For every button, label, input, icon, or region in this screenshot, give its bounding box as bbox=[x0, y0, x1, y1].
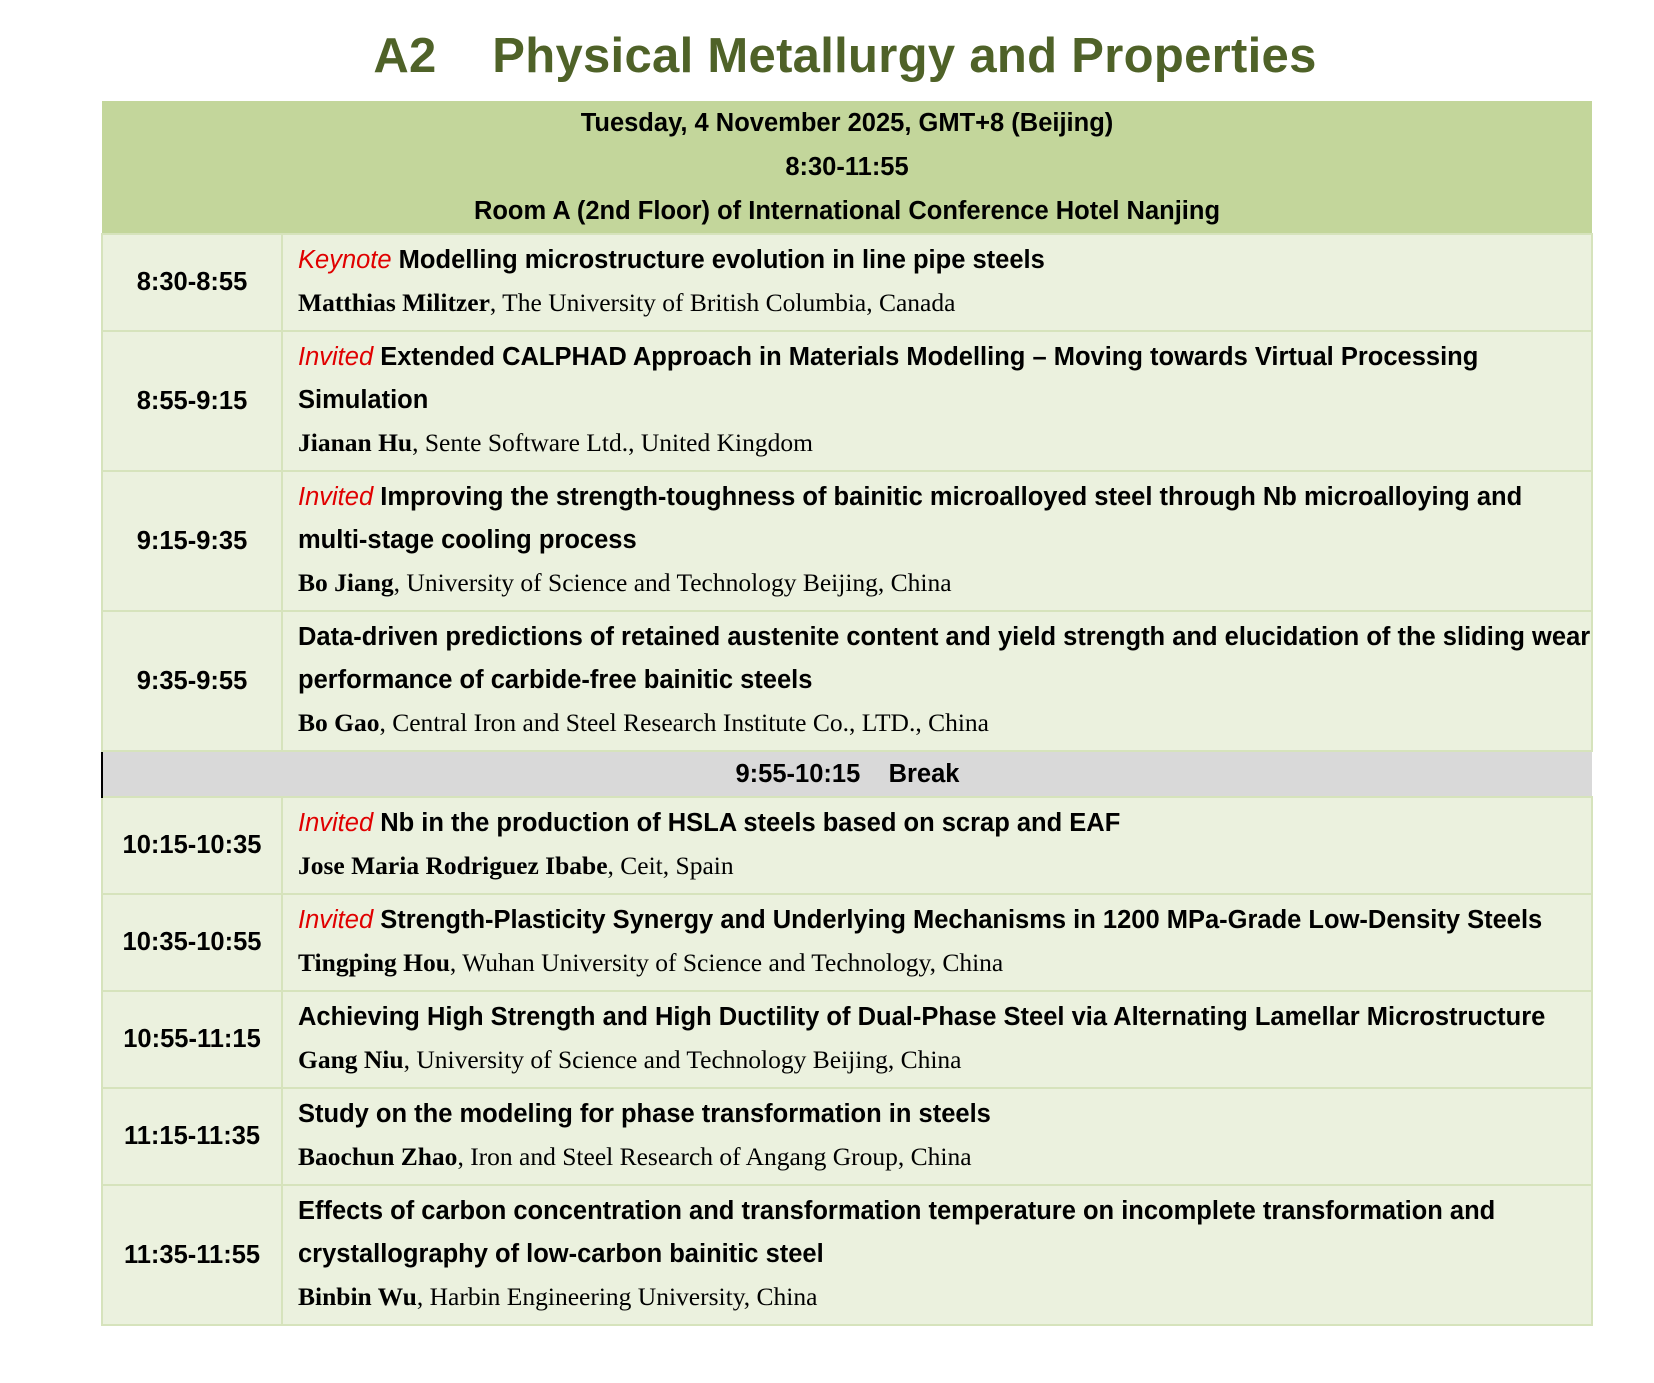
talk-author-line bbox=[298, 422, 1591, 464]
talk-title-line bbox=[298, 1190, 1591, 1276]
talk-row bbox=[102, 797, 1592, 894]
talk-tag: Invited bbox=[298, 906, 374, 934]
talk-tag: Invited bbox=[298, 483, 374, 511]
talk-details bbox=[282, 611, 1592, 751]
talk-details bbox=[282, 471, 1592, 611]
break-label: 9:55-10:15 Break bbox=[102, 751, 1592, 797]
schedule-table bbox=[101, 101, 1593, 1326]
talk-author-line bbox=[298, 1039, 1591, 1081]
author-affiliation: , The University of British Columbia, Canada bbox=[489, 288, 956, 317]
session-header bbox=[102, 101, 1592, 234]
talk-row bbox=[102, 1088, 1592, 1185]
talk-title-line bbox=[298, 336, 1591, 422]
talk-author-line bbox=[298, 845, 1591, 887]
talk-author-line bbox=[298, 1136, 1591, 1178]
author-name: Bo Jiang bbox=[298, 568, 394, 597]
talk-title: Nb in the production of HSLA steels based on scrap and EAF bbox=[380, 809, 1121, 837]
talk-time: 10:55-11:15 bbox=[102, 991, 282, 1088]
talk-title: Effects of carbon concentration and transformation temperature on incomplete transformation and crystallography of low-carbon bainitic steel bbox=[298, 1197, 1496, 1268]
talk-title-line bbox=[298, 1093, 1591, 1136]
talk-time: 8:55-9:15 bbox=[102, 331, 282, 471]
session-date: Tuesday, 4 November 2025, GMT+8 (Beijing) bbox=[580, 109, 1114, 137]
talk-time: 10:15-10:35 bbox=[102, 797, 282, 894]
talk-title-line bbox=[298, 996, 1591, 1039]
author-affiliation: , Harbin Engineering University, China bbox=[416, 1282, 818, 1311]
talk-title: Study on the modeling for phase transformation in steels bbox=[298, 1100, 991, 1128]
talk-title: Improving the strength-toughness of bainitic microalloyed steel through Nb microalloying and multi-stage cooling process bbox=[298, 483, 1523, 554]
talk-row bbox=[102, 894, 1592, 991]
talk-details bbox=[282, 797, 1592, 894]
author-name: Binbin Wu bbox=[298, 1282, 417, 1311]
talk-row bbox=[102, 611, 1592, 751]
session-time: 8:30-11:55 bbox=[785, 153, 909, 181]
author-name: Jianan Hu bbox=[298, 428, 413, 457]
author-name: Bo Gao bbox=[298, 708, 380, 737]
talk-title-line bbox=[298, 476, 1591, 562]
author-affiliation: , University of Science and Technology Beijing, China bbox=[393, 568, 952, 597]
talk-time: 9:15-9:35 bbox=[102, 471, 282, 611]
author-affiliation: , Iron and Steel Research of Angang Group, China bbox=[457, 1142, 972, 1171]
talk-author-line bbox=[298, 942, 1591, 984]
break-row bbox=[102, 751, 1592, 797]
talk-tag: Invited bbox=[298, 343, 374, 371]
talk-details bbox=[282, 234, 1592, 331]
talk-time: 9:35-9:55 bbox=[102, 611, 282, 751]
talk-tag: Keynote bbox=[298, 246, 392, 274]
talk-title: Achieving High Strength and High Ductility of Dual-Phase Steel via Alternating Lamellar Microstructure bbox=[298, 1003, 1546, 1031]
talk-row bbox=[102, 991, 1592, 1088]
talk-author-line bbox=[298, 702, 1591, 744]
talk-row bbox=[102, 471, 1592, 611]
talk-details bbox=[282, 331, 1592, 471]
talk-author-line bbox=[298, 562, 1591, 604]
talk-time: 11:35-11:55 bbox=[102, 1185, 282, 1325]
author-affiliation: , Central Iron and Steel Research Institute Co., LTD., China bbox=[379, 708, 989, 737]
talk-author-line bbox=[298, 282, 1591, 324]
talk-time: 10:35-10:55 bbox=[102, 894, 282, 991]
author-affiliation: , Wuhan University of Science and Technology, China bbox=[449, 948, 1004, 977]
talk-time: 11:15-11:35 bbox=[102, 1088, 282, 1185]
talk-details bbox=[282, 991, 1592, 1088]
talk-author-line bbox=[298, 1276, 1591, 1318]
talk-row bbox=[102, 331, 1592, 471]
talk-row bbox=[102, 1185, 1592, 1325]
talk-title: Data-driven predictions of retained austenite content and yield strength and elucidation of the sliding wear performance of carbide-free bainitic steels bbox=[298, 623, 1591, 694]
session-header-cell bbox=[102, 101, 1592, 234]
author-name: Matthias Militzer bbox=[298, 288, 490, 317]
author-affiliation: , University of Science and Technology Beijing, China bbox=[403, 1045, 962, 1074]
talk-title-line bbox=[298, 239, 1591, 282]
talk-title-line bbox=[298, 802, 1591, 845]
talk-title: Modelling microstructure evolution in line pipe steels bbox=[398, 246, 1045, 274]
talk-title: Extended CALPHAD Approach in Materials Modelling – Moving towards Virtual Processing Simulation bbox=[298, 343, 1479, 414]
talk-title-line bbox=[298, 899, 1591, 942]
author-name: Gang Niu bbox=[298, 1045, 404, 1074]
talk-tag: Invited bbox=[298, 809, 374, 837]
author-name: Baochun Zhao bbox=[298, 1142, 458, 1171]
talk-details bbox=[282, 1088, 1592, 1185]
session-room: Room A (2nd Floor) of International Conference Hotel Nanjing bbox=[473, 197, 1221, 225]
talk-details bbox=[282, 894, 1592, 991]
talk-title: Strength-Plasticity Synergy and Underlying Mechanisms in 1200 MPa-Grade Low-Density Steels bbox=[380, 906, 1543, 934]
talk-title-line bbox=[298, 616, 1591, 702]
talk-details bbox=[282, 1185, 1592, 1325]
page-title: A2 Physical Metallurgy and Properties bbox=[373, 29, 1317, 83]
talk-row bbox=[102, 234, 1592, 331]
author-affiliation: , Sente Software Ltd., United Kingdom bbox=[412, 428, 813, 457]
author-name: Tingping Hou bbox=[298, 948, 450, 977]
author-affiliation: , Ceit, Spain bbox=[607, 851, 734, 880]
talk-time: 8:30-8:55 bbox=[102, 234, 282, 331]
author-name: Jose Maria Rodriguez Ibabe bbox=[298, 851, 608, 880]
